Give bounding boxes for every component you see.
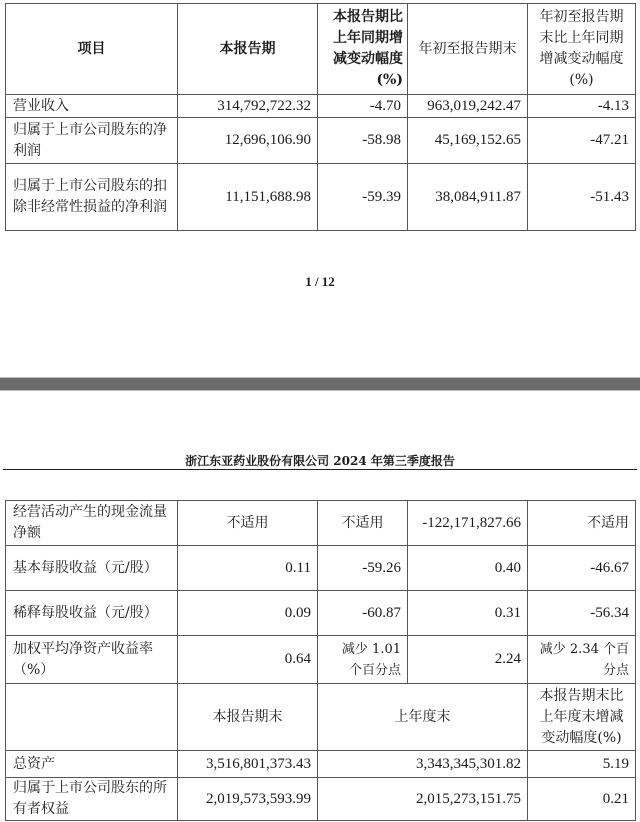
cell-change: 0.21 <box>528 778 636 821</box>
cell-current-change: -60.87 <box>318 591 408 636</box>
cell-current: 0.09 <box>178 591 318 636</box>
key-financials-table-continued <box>5 500 636 821</box>
cell-current-change: -59.39 <box>318 164 408 231</box>
row-label: 归属于上市公司股东的净利润 <box>6 118 178 164</box>
cell-ytd-change: -56.34 <box>528 591 636 636</box>
table-row <box>6 164 636 231</box>
header-rule <box>3 469 637 470</box>
cell-period-end: 2,019,573,593.99 <box>178 778 318 821</box>
cell-change: 5.19 <box>528 751 636 778</box>
cell-current: 0.64 <box>178 636 318 684</box>
cell-ytd-change: -47.21 <box>528 118 636 164</box>
table-row <box>6 546 636 591</box>
balance-header-prior-year-end: 上年度末 <box>318 684 528 751</box>
cell-ytd: 963,019,242.47 <box>408 95 528 118</box>
cell-current-change: -59.26 <box>318 546 408 591</box>
cell-ytd-change: 减少 2.34 个百分点 <box>528 636 636 684</box>
cell-current-change: 不适用 <box>318 501 408 546</box>
cell-ytd-change: -51.43 <box>528 164 636 231</box>
cell-current-change: 减少 1.01 个百分点 <box>318 636 408 684</box>
row-label: 营业收入 <box>6 95 178 118</box>
balance-header-change: 本报告期末比上年度末增减变动幅度(%) <box>528 684 636 751</box>
balance-header-item <box>6 684 178 751</box>
key-financials-table <box>5 3 636 231</box>
row-label: 加权平均净资产收益率（%） <box>6 636 178 684</box>
row-label: 归属于上市公司股东的所有者权益 <box>6 778 178 821</box>
cell-ytd: 45,169,152.65 <box>408 118 528 164</box>
cell-period-end: 3,516,801,373.43 <box>178 751 318 778</box>
row-label: 基本每股收益（元/股） <box>6 546 178 591</box>
table-row <box>6 95 636 118</box>
header-ytd-change: 年初至报告期末比上年同期增减变动幅度(%) <box>528 4 636 95</box>
cell-ytd-change: 不适用 <box>528 501 636 546</box>
cell-current: 314,792,722.32 <box>178 95 318 118</box>
row-label: 稀释每股收益（元/股） <box>6 591 178 636</box>
document-header-title: 浙江东亚药业股份有限公司 2024 年第三季度报告 <box>185 454 455 468</box>
header-current-period: 本报告期 <box>178 4 318 95</box>
header-current-change: 本报告期比上年同期增减变动幅度(%) <box>318 4 408 95</box>
cell-prior-year-end: 2,015,273,151.75 <box>318 778 528 821</box>
cell-current-change: -58.98 <box>318 118 408 164</box>
table-row <box>6 501 636 546</box>
cell-current: 不适用 <box>178 501 318 546</box>
header-item: 项目 <box>6 4 178 95</box>
row-label: 经营活动产生的现金流量净额 <box>6 501 178 546</box>
cell-prior-year-end: 3,343,345,301.82 <box>318 751 528 778</box>
table-row <box>6 118 636 164</box>
cell-ytd: -122,171,827.66 <box>408 501 528 546</box>
page-separator <box>0 377 640 391</box>
cell-ytd-change: -4.13 <box>528 95 636 118</box>
balance-header-row <box>6 684 636 751</box>
page-indicator: 1 / 12 <box>305 274 335 289</box>
cell-ytd: 0.31 <box>408 591 528 636</box>
row-label: 总资产 <box>6 751 178 778</box>
cell-current: 12,696,106.90 <box>178 118 318 164</box>
cell-ytd: 38,084,911.87 <box>408 164 528 231</box>
cell-ytd: 2.24 <box>408 636 528 684</box>
cell-ytd: 0.40 <box>408 546 528 591</box>
table-row <box>6 636 636 684</box>
table-row <box>6 591 636 636</box>
balance-header-period-end: 本报告期末 <box>178 684 318 751</box>
cell-current: 0.11 <box>178 546 318 591</box>
cell-current-change: -4.70 <box>318 95 408 118</box>
cell-current: 11,151,688.98 <box>178 164 318 231</box>
header-ytd: 年初至报告期末 <box>408 4 528 95</box>
table-header-row <box>6 4 636 95</box>
table-row <box>6 778 636 821</box>
table-row <box>6 751 636 778</box>
row-label: 归属于上市公司股东的扣除非经常性损益的净利润 <box>6 164 178 231</box>
cell-ytd-change: -46.67 <box>528 546 636 591</box>
